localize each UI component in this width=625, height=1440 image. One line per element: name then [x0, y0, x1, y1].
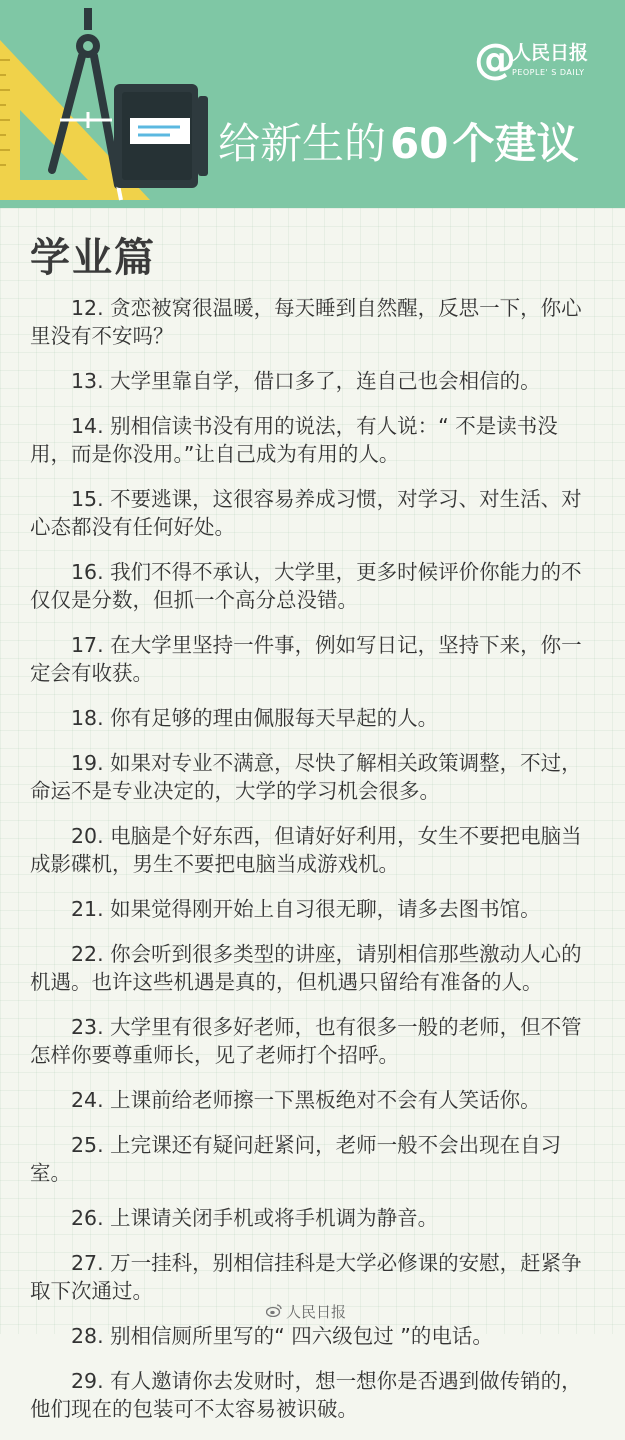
tip-item: 16. 我们不得不承认，大学里，更多时候评价你能力的不仅仅是分数，但抓一个高分总没错。 [30, 560, 582, 612]
tip-item: 24. 上课前给老师擦一下黑板绝对不会有人笑话你。 [71, 1088, 541, 1112]
tip-item: 12. 贪恋被窝很温暖，每天睡到自然醒，反思一下，你心里没有不安吗？ [30, 296, 582, 348]
logo-at-symbol: @ [474, 34, 516, 83]
watermark-text: 人民日报 [286, 1303, 347, 1321]
tip-item: 17. 在大学里坚持一件事，例如写日记，坚持下来，你一定会有收获。 [30, 633, 582, 685]
notebook-icon [114, 84, 208, 188]
tip-item: 15. 不要逃课，这很容易养成习惯，对学习、对生活、对心态都没有任何好处。 [30, 487, 582, 539]
tip-item: 21. 如果觉得刚开始上自习很无聊，请多去图书馆。 [71, 897, 541, 921]
tip-item: 22. 你会听到很多类型的讲座，请别相信那些激动人心的机遇。也许这些机遇是真的，但机遇只留给有准备的人。 [30, 942, 582, 994]
tip-item: 13. 大学里靠自学，借口多了，连自己也会相信的。 [71, 369, 541, 393]
tip-item: 29. 有人邀请你去发财时，想一想你是否遇到做传销的，他们现在的包装可不太容易被识破。 [30, 1369, 582, 1421]
title-suffix: 个建议 [452, 119, 579, 168]
logo-name: 人民日报 [512, 42, 589, 64]
tip-item: 19. 如果对专业不满意，尽快了解相关政策调整，不过，命运不是专业决定的，大学的学习机会很多。 [30, 751, 582, 803]
section-title: 学业篇 [30, 235, 156, 281]
tip-item: 14. 别相信读书没有用的说法，有人说：“ 不是读书没用，而是你没用。”让自己成为有用的人。 [30, 414, 558, 466]
title-prefix: 给新生的 [218, 119, 387, 168]
tip-item: 18. 你有足够的理由佩服每天早起的人。 [71, 706, 439, 730]
tip-item: 25. 上完课还有疑问赶紧问，老师一般不会出现在自习室。 [30, 1133, 562, 1185]
weibo-watermark [266, 1302, 346, 1322]
tip-item: 26. 上课请关闭手机或将手机调为静音。 [71, 1206, 439, 1230]
tip-item: 23. 大学里有很多好老师，也有很多一般的老师，但不管怎样你要尊重师长，见了老师打个招呼。 [30, 1015, 582, 1067]
weibo-icon [266, 1302, 282, 1322]
tip-item: 20. 电脑是个好东西，但请好好利用，女生不要把电脑当成影碟机，男生不要把电脑当成游戏机。 [30, 824, 582, 876]
header-banner [0, 0, 625, 208]
tips-list [30, 294, 598, 1440]
peoples-daily-logo [474, 30, 614, 100]
tip-item: 27. 万一挂科，别相信挂科是大学必修课的安慰，赶紧争取下次通过。 [30, 1251, 582, 1303]
logo-subtitle: PEOPLE' S DAILY [512, 68, 585, 77]
page-title [218, 118, 578, 170]
tip-item: 28. 别相信厕所里写的“ 四六级包过 ”的电话。 [71, 1324, 493, 1348]
tips-content [0, 208, 625, 1421]
title-number: 60 [390, 119, 449, 168]
